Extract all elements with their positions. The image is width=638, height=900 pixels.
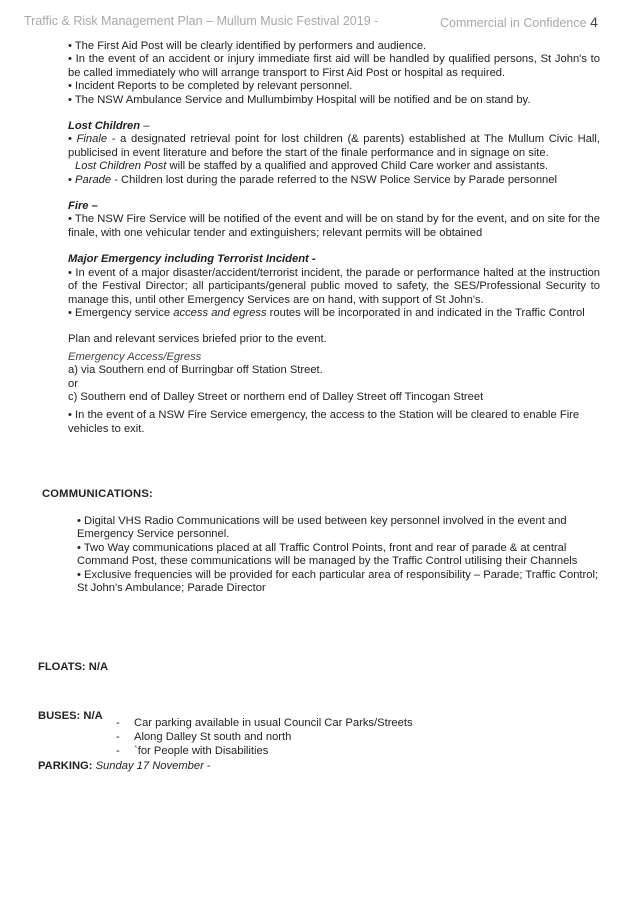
header-confidential: Commercial in Confidence 4 [440,14,598,30]
header-title: Traffic & Risk Management Plan – Mullum Music Festival 2019 - [24,14,379,28]
list-item: - Along Dalley St south and north [116,731,292,743]
list-item: - `for People with Disabilities [116,745,269,757]
communications-list [77,515,599,595]
lost-children-heading: Lost Children – [68,120,150,133]
access-or: or [68,377,78,390]
major-emergency-routes: • Emergency service access and egress routes will be incorporated in and indicated in the Traffic Control [68,306,585,319]
first-aid-item: • Incident Reports to be completed by relevant personnel. [68,80,353,93]
lost-children-parade: • Parade - Children lost during the parade referred to the NSW Police Service by Parade personnel [68,173,557,186]
communications-item: • Two Way communications placed at all Traffic Control Points, front and rear of parade & at central Command Post, these communications will be managed by the Traffic Control utilising their Channels [77,541,578,568]
lost-children-finale: • Finale - a designated retrieval point for lost children (& parents) established at The Mullum Civic Hall, publicised in event literature and before the start of the finale performance and in signage on site. [68,133,600,159]
parking-list [116,716,516,758]
communications-item: • Digital VHS Radio Communications will be used between key personnel involved in the event and Emergency Service personnel. [77,515,567,541]
page-number: 4 [590,14,598,30]
first-aid-item: • The First Aid Post will be clearly identified by performers and audience. [68,40,427,52]
communications-item: • Exclusive frequencies will be provided for each particular area of responsibility – Parade; Traffic Control; St John's Ambulance; Parade Director [77,568,599,595]
access-heading: Emergency Access/Egress [68,350,202,363]
communications-heading: COMMUNICATIONS: [42,488,153,500]
lost-children-post: Lost Children Post will be staffed by a qualified and approved Child Care worker and assistants. [75,160,549,173]
major-emergency-heading: Major Emergency including Terrorist Incident - [68,253,316,266]
floats-line: FLOATS: N/A [38,661,109,674]
first-aid-item: • In the event of an accident or injury immediate first aid will be handled by qualified persons, St John's to be called immediately who will arrange transport to First Aid Post or hospital as required. [68,53,600,79]
briefing-text: Plan and relevant services briefed prior to the event. [68,333,327,346]
first-aid-item: • The NSW Ambulance Service and Mullumbimby Hospital will be notified and be on stand by. [68,93,531,106]
access-option-c: c) Southern end of Dalley Street or northern end of Dalley Street off Tincogan Street [68,390,484,403]
fire-text: • The NSW Fire Service will be notified of the event and will be on stand by for the event, and on site for the finale, with one vehicular tender and extinguishers; relevant permits will be obtained [68,213,600,239]
logistics-section [38,650,413,784]
major-emergency-text: • In event of a major disaster/accident/terrorist incident, the parade or performance halted at the instruction of the Festival Director; all participants/general public moved to safety, the SES/Professional Security to manage this, until other Emergency Services are on hand, with support of St John's. [68,266,600,306]
parking-line: PARKING: Sunday 17 November - [38,759,211,772]
fire-heading: Fire – [68,200,98,213]
fire-access-text: • In the event of a NSW Fire Service emergency, the access to the Station will be cleared to enable Fire vehicles to exit. [68,409,580,435]
buses-line: BUSES: N/A [38,710,103,723]
document-body [68,40,600,436]
list-item: - Car parking available in usual Council Car Parks/Streets [116,717,413,729]
access-option-a: a) via Southern end of Burringbar off Station Street. [68,364,323,377]
